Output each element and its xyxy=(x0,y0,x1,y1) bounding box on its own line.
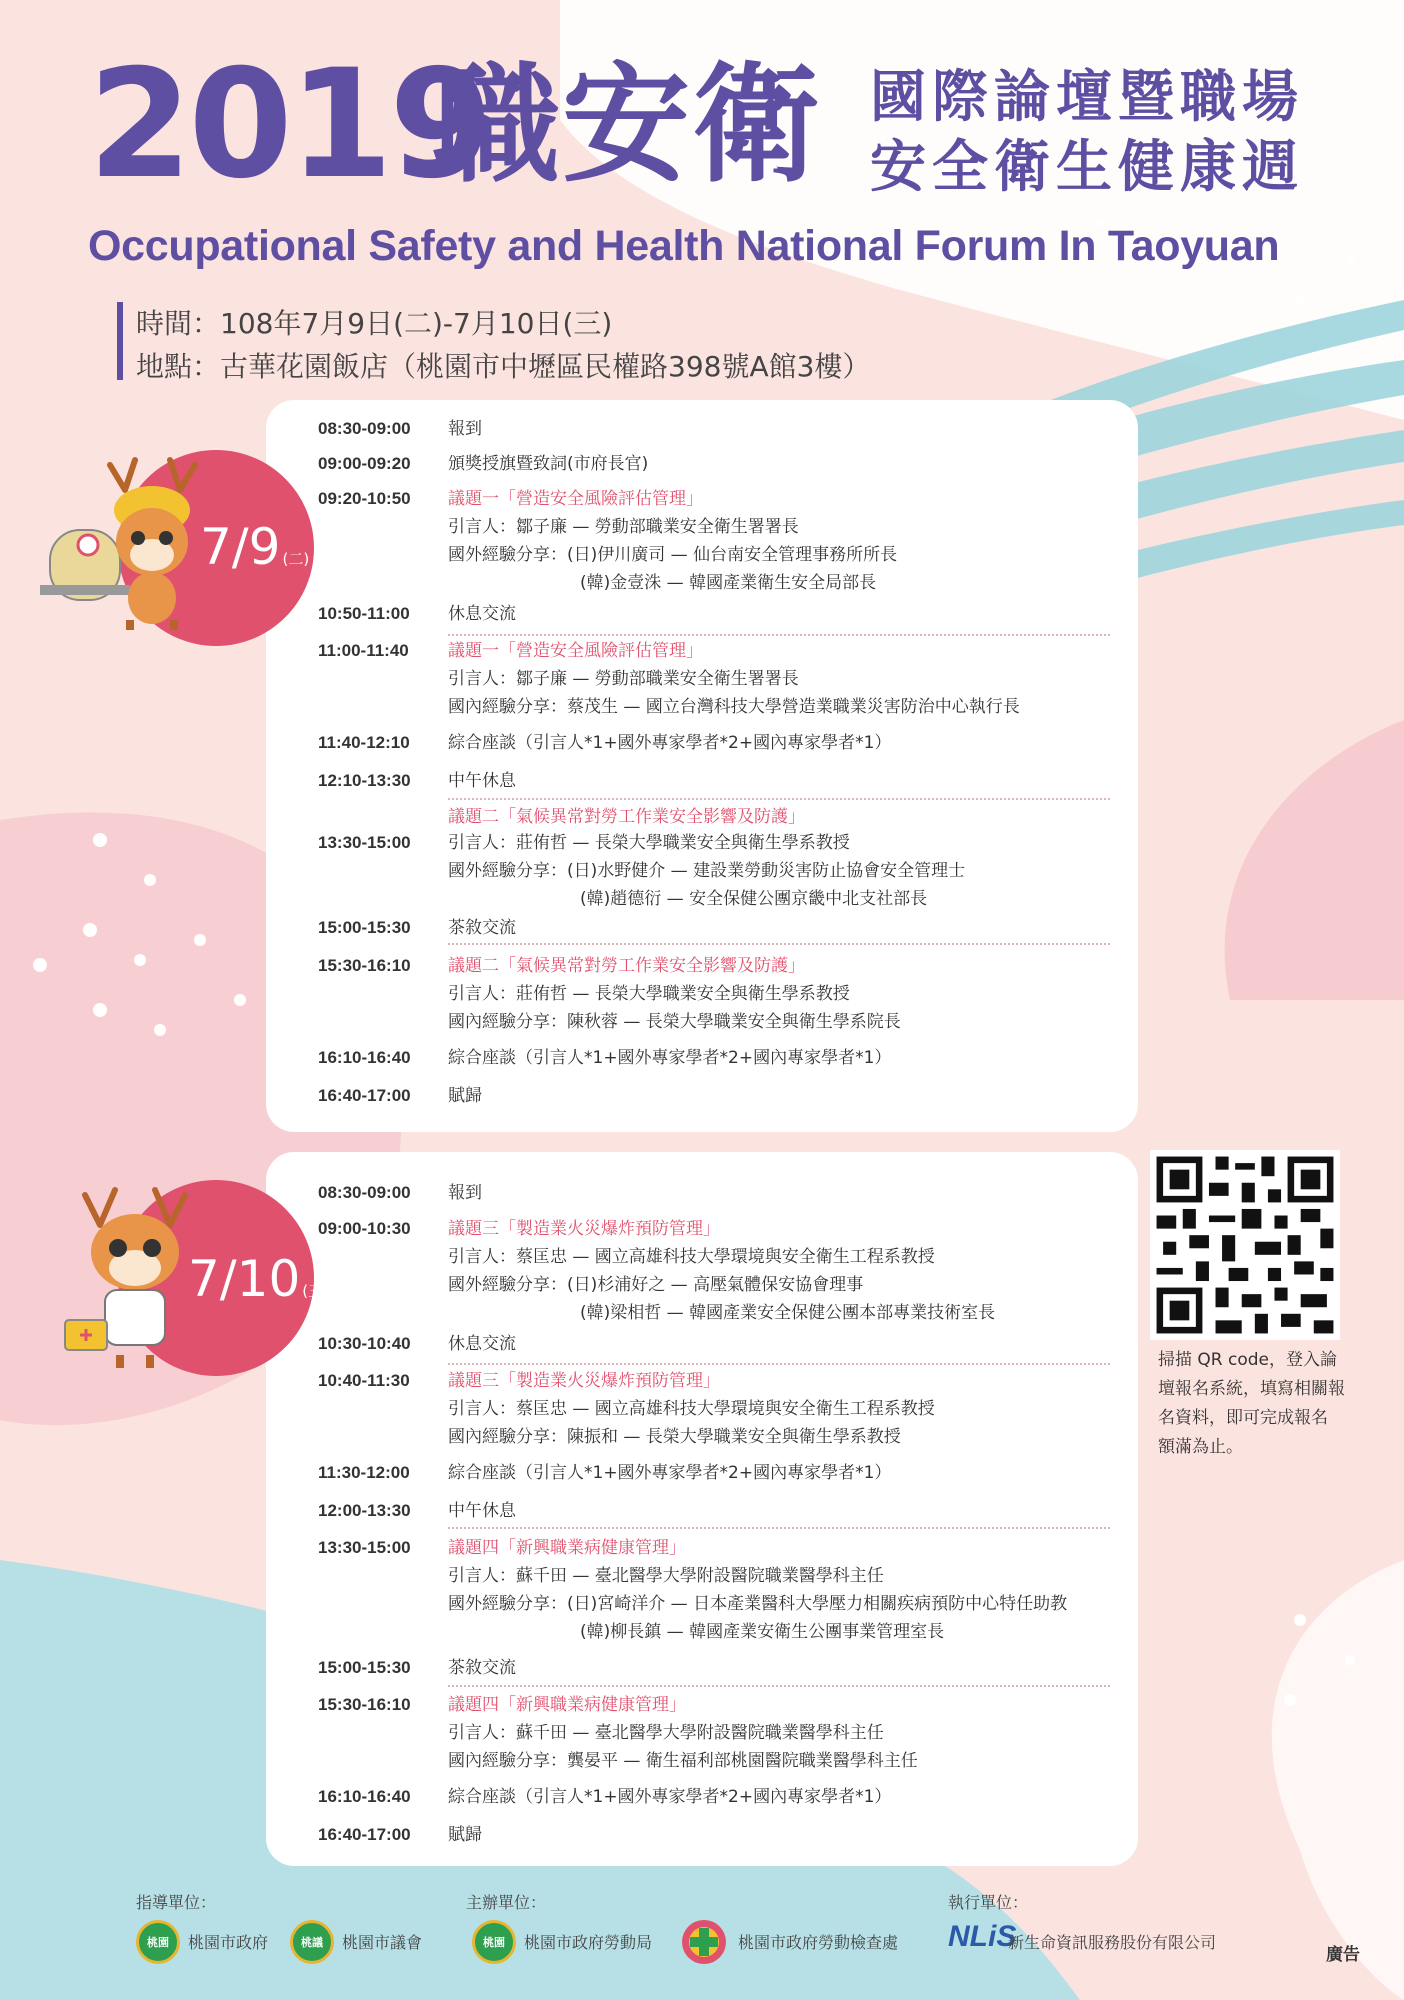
qr-instructions: 掃描 QR code，登入論壇報名系統，填寫相關報名資料，即可完成報名 額滿為止。 xyxy=(1158,1350,1345,1457)
schedule-row xyxy=(318,1657,516,1679)
schedule-item: 中午休息 xyxy=(448,771,516,791)
schedule-row xyxy=(448,696,1020,718)
schedule-time: 09:00-09:20 xyxy=(318,454,411,473)
schedule-item: 綜合座談（引言人*1+國外專家學者*2+國內專家學者*1） xyxy=(448,1463,892,1483)
schedule-row xyxy=(448,1398,935,1420)
schedule-item: 中午休息 xyxy=(448,1501,516,1521)
schedule-item: 引言人：鄒子廉 — 勞動部職業安全衛生署署長 xyxy=(448,517,799,537)
schedule-item: 國內經驗分享：龔晏平 — 衛生福利部桃園醫院職業醫學科主任 xyxy=(448,1751,918,1771)
schedule-row xyxy=(448,516,799,538)
schedule-row xyxy=(448,860,965,882)
schedule-time: 16:40-17:00 xyxy=(318,1825,411,1844)
schedule-time: 15:00-15:30 xyxy=(318,1658,411,1677)
schedule-time: 15:00-15:30 xyxy=(318,918,411,937)
schedule-row xyxy=(580,1302,995,1324)
schedule-time: 16:40-17:00 xyxy=(318,1086,411,1105)
qr-code[interactable] xyxy=(1150,1150,1340,1340)
schedule-row xyxy=(318,1500,516,1522)
dotted-divider xyxy=(448,943,1110,945)
schedule-item: 引言人：蘇千田 — 臺北醫學大學附設醫院職業醫學科主任 xyxy=(448,1723,884,1743)
mascot-deer-helmet-icon xyxy=(30,450,220,630)
schedule-row xyxy=(448,1565,884,1587)
schedule-row xyxy=(318,770,516,792)
schedule-row xyxy=(318,1333,516,1355)
host-label: 主辦單位： xyxy=(466,1893,547,1912)
schedule-row xyxy=(448,806,805,828)
schedule-row xyxy=(318,640,703,662)
schedule-row xyxy=(318,955,805,977)
schedule-item: 茶敘交流 xyxy=(448,918,516,938)
schedule-time: 11:00-11:40 xyxy=(318,641,409,660)
org-labor-inspection-office: 桃園市政府勞動檢查處 xyxy=(738,1933,899,1952)
schedule-row xyxy=(448,1750,918,1772)
taoyuan-council-seal-icon: 桃議 xyxy=(290,1920,334,1964)
schedule-item: 茶敘交流 xyxy=(448,1658,516,1678)
ad-label: 廣告 xyxy=(1326,1945,1360,1965)
dotted-divider xyxy=(448,1363,1110,1365)
org-taoyuan-city-council: 桃園市議會 xyxy=(342,1933,423,1952)
schedule-row xyxy=(318,1786,891,1808)
title-year: 2019 xyxy=(88,38,490,212)
schedule-time: 09:20-10:50 xyxy=(318,489,411,508)
schedule-item: (韓)柳長鎮 — 韓國產業安衛生公團事業管理室長 xyxy=(580,1622,945,1642)
schedule-item: 國內經驗分享：蔡茂生 — 國立台灣科技大學營造業職業災害防治中心執行長 xyxy=(448,697,1020,717)
schedule-row xyxy=(580,1621,944,1643)
schedule-item: (韓)金壹洙 — 韓國產業衛生安全局部長 xyxy=(580,573,877,593)
guide-label: 指導單位： xyxy=(136,1893,217,1912)
schedule-time: 10:30-10:40 xyxy=(318,1334,411,1353)
schedule-time: 11:30-12:00 xyxy=(318,1463,410,1482)
schedule-item: 國外經驗分享：(日)水野健介 — 建設業勞動災害防止協會安全管理士 xyxy=(448,861,966,881)
mascot-deer-doctor-icon xyxy=(60,1180,210,1370)
schedule-item: 引言人：鄒子廉 — 勞動部職業安全衛生署署長 xyxy=(448,669,799,689)
schedule-row xyxy=(318,1047,891,1069)
schedule-row xyxy=(448,1274,863,1296)
schedule-item: 國外經驗分享：(日)杉浦好之 — 高壓氣體保安協會理事 xyxy=(448,1275,864,1295)
schedule-row xyxy=(448,1426,901,1448)
schedule-time: 08:30-09:00 xyxy=(318,419,411,438)
exec-label: 執行單位： xyxy=(948,1893,1029,1912)
schedule-row xyxy=(448,544,897,566)
schedule-item: (韓)趙德衍 — 安全保健公團京畿中北支社部長 xyxy=(580,889,928,909)
schedule-row xyxy=(318,1462,891,1484)
dotted-divider xyxy=(448,634,1110,636)
schedule-row xyxy=(318,832,850,854)
schedule-item: 引言人：蔡匡忠 — 國立高雄科技大學環境與安全衛生工程系教授 xyxy=(448,1247,935,1267)
schedule-row xyxy=(448,1593,1067,1615)
schedule-item: 議題一「營造安全風險評估管理」 xyxy=(448,641,703,661)
org-labor-bureau: 桃園市政府勞動局 xyxy=(524,1933,653,1952)
date-value-day2: 7/10 xyxy=(188,1250,301,1308)
schedule-time: 10:40-11:30 xyxy=(318,1371,410,1390)
schedule-time: 13:30-15:00 xyxy=(318,833,411,852)
schedule-row xyxy=(318,917,516,939)
schedule-item: 綜合座談（引言人*1+國外專家學者*2+國內專家學者*1） xyxy=(448,733,892,753)
nlis-logo: NLiS xyxy=(948,1920,1017,1953)
schedule-row xyxy=(318,418,482,440)
schedule-item: 休息交流 xyxy=(448,604,516,624)
schedule-item: (韓)梁相哲 — 韓國產業安全保健公團本部專業技術室長 xyxy=(580,1303,996,1323)
schedule-item: 議題四「新興職業病健康管理」 xyxy=(448,1538,686,1558)
schedule-item: 議題三「製造業火災爆炸預防管理」 xyxy=(448,1371,720,1391)
schedule-time: 15:30-16:10 xyxy=(318,1695,411,1714)
dotted-divider xyxy=(448,1685,1110,1687)
schedule-time: 16:10-16:40 xyxy=(318,1787,411,1806)
title-sub-line2: 安全衛生健康週 xyxy=(870,135,1304,200)
schedule-item: 議題二「氣候異常對勞工作業安全影響及防護」 xyxy=(448,956,805,976)
schedule-item: 國內經驗分享：陳秋蓉 — 長榮大學職業安全與衛生學系院長 xyxy=(448,1012,901,1032)
schedule-time: 15:30-16:10 xyxy=(318,956,411,975)
org-taoyuan-city-government: 桃園市政府 xyxy=(188,1933,269,1952)
taoyuan-city-seal-icon: 桃園 xyxy=(136,1920,180,1964)
weekday-day1: (二) xyxy=(282,550,310,568)
schedule-row xyxy=(448,1011,901,1033)
schedule-item: 引言人：蔡匡忠 — 國立高雄科技大學環境與安全衛生工程系教授 xyxy=(448,1399,935,1419)
schedule-item: 綜合座談（引言人*1+國外專家學者*2+國內專家學者*1） xyxy=(448,1048,892,1068)
weekday-day2: (三) xyxy=(302,1282,329,1300)
dotted-divider xyxy=(448,798,1110,800)
schedule-item: 國外經驗分享：(日)伊川廣司 — 仙台南安全管理事務所所長 xyxy=(448,545,898,565)
schedule-item: 賦歸 xyxy=(448,1825,482,1845)
schedule-time: 16:10-16:40 xyxy=(318,1048,411,1067)
dotted-divider xyxy=(448,1527,1110,1529)
schedule-row xyxy=(448,983,850,1005)
schedule-row xyxy=(318,1824,482,1846)
schedule-time: 09:00-10:30 xyxy=(318,1219,411,1238)
schedule-time: 11:40-12:10 xyxy=(318,733,410,752)
schedule-item: 議題三「製造業火災爆炸預防管理」 xyxy=(448,1219,720,1239)
event-time: 時間：108年7月9日(二)-7月10日(三) xyxy=(136,307,613,340)
title-main: 職安衛 xyxy=(432,51,823,200)
schedule-item: 議題一「營造安全風險評估管理」 xyxy=(448,489,703,509)
schedule-row xyxy=(318,453,648,475)
schedule-row xyxy=(318,1218,720,1240)
title-sub-line1: 國際論壇暨職場 xyxy=(870,65,1304,130)
schedule-item: 報到 xyxy=(448,1183,482,1203)
schedule-row xyxy=(318,1694,686,1716)
schedule-item: 國內經驗分享：陳振和 — 長榮大學職業安全與衛生學系教授 xyxy=(448,1427,901,1447)
schedule-item: 引言人：蘇千田 — 臺北醫學大學附設醫院職業醫學科主任 xyxy=(448,1566,884,1586)
schedule-item: 引言人：莊侑哲 — 長榮大學職業安全與衛生學系教授 xyxy=(448,984,850,1004)
schedule-item: 引言人：莊侑哲 — 長榮大學職業安全與衛生學系教授 xyxy=(448,833,850,853)
schedule-time: 12:00-13:30 xyxy=(318,1501,411,1520)
schedule-item: 頒獎授旗暨致詞(市府長官) xyxy=(448,454,649,474)
schedule-row xyxy=(318,732,891,754)
schedule-row xyxy=(318,488,703,510)
schedule-time: 13:30-15:00 xyxy=(318,1538,411,1557)
schedule-time: 12:10-13:30 xyxy=(318,771,411,790)
org-executor-company: 新生命資訊服務股份有限公司 xyxy=(1008,1933,1217,1952)
schedule-row xyxy=(318,1370,720,1392)
schedule-row xyxy=(448,668,799,690)
schedule-row xyxy=(448,1722,884,1744)
date-value-day1: 7/9 xyxy=(200,518,281,576)
schedule-time: 10:50-11:00 xyxy=(318,604,410,623)
event-place: 地點：古華花園飯店（桃園市中壢區民權路398號A館3樓） xyxy=(136,350,871,383)
labor-bureau-seal-icon: 桃園 xyxy=(472,1920,516,1964)
schedule-item: 國外經驗分享：(日)宮崎洋介 — 日本產業醫科大學壓力相關疾病預防中心特任助教 xyxy=(448,1594,1068,1614)
title-english: Occupational Safety and Health National Forum In Taoyuan xyxy=(88,222,1280,270)
schedule-row xyxy=(318,603,516,625)
schedule-item: 綜合座談（引言人*1+國外專家學者*2+國內專家學者*1） xyxy=(448,1787,892,1807)
schedule-item: 休息交流 xyxy=(448,1334,516,1354)
schedule-item: 議題四「新興職業病健康管理」 xyxy=(448,1695,686,1715)
schedule-row xyxy=(580,572,876,594)
schedule-row xyxy=(580,888,927,910)
schedule-item: 報到 xyxy=(448,419,482,439)
schedule-item: 賦歸 xyxy=(448,1086,482,1106)
labor-inspection-logo-icon xyxy=(680,1918,728,1966)
schedule-row xyxy=(318,1182,482,1204)
schedule-row xyxy=(318,1085,482,1107)
schedule-item: 議題二「氣候異常對勞工作業安全影響及防護」 xyxy=(448,807,805,827)
schedule-row xyxy=(318,1537,686,1559)
schedule-row xyxy=(448,1246,935,1268)
schedule-time: 08:30-09:00 xyxy=(318,1183,411,1202)
info-accent-bar xyxy=(117,302,123,380)
